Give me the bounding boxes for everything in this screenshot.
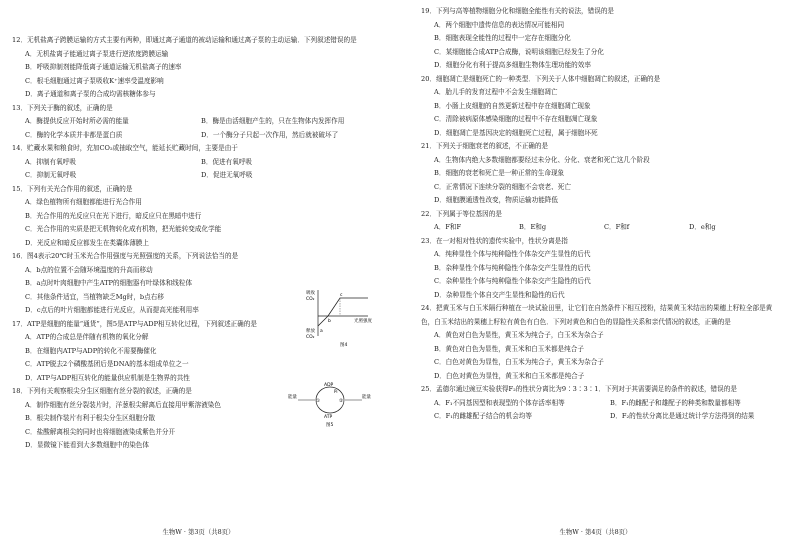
page-footer: 生物W · 第3页（共8页） — [162, 528, 235, 536]
option-c: C．根毛细胞通过离子泵吸收K⁺速率受温度影响 — [25, 76, 164, 85]
question-stem: 19．下列与高等植物细胞分化和细胞全能性有关的说法，错误的是 — [421, 7, 615, 15]
option-a: A．ATP的合成总是伴随有机物的氧化分解 — [25, 333, 149, 341]
option-d: D．e和g — [689, 223, 716, 231]
energy-right-label: 能量 — [362, 395, 371, 400]
option-d: D．白色对黄色为显性，黄玉米和白玉米都是纯合子 — [434, 371, 585, 380]
question-stem: 18．下列有关观察根尖分生区细胞有丝分裂的叙述，正确的是 — [12, 387, 192, 395]
option-row — [421, 410, 774, 424]
figure-4-caption: 图4 — [340, 343, 348, 348]
option-a: A．抑制有氧呼吸 — [25, 157, 76, 166]
question-stem: 12．无机盐离子跨膜运输的方式主要有两种，即通过离子通道的被动运输和通过离子泵的主动运输．下列叙述错误的是 — [12, 36, 357, 44]
point-c-label: c — [340, 293, 343, 298]
question-stem: 15．下列有关光合作用的叙述，正确的是 — [12, 184, 133, 193]
option-c: C．F₁的雌雄配子结合的机会均等 — [434, 412, 532, 420]
enzyme-2-label: ② — [339, 399, 344, 404]
co2-label-bottom: CO₂ — [306, 335, 315, 340]
adp-label: ADP — [324, 383, 334, 388]
option-b: B．在细胞内ATP与ADP的转化不需要酶催化 — [25, 346, 157, 355]
figure-5 — [288, 378, 374, 428]
page-footer: 生物W · 第4页（共8页） — [559, 528, 632, 536]
option-d: D．细胞膜通透性改变，物质运输功能降低 — [434, 196, 558, 204]
question-stem: 13．下列关于酶的叙述，正确的是 — [12, 103, 113, 112]
question-15 — [12, 183, 389, 251]
question-stem: 17．ATP是细胞的能量“通货”，图5是ATP与ADP相互转化过程，下列叙述正确的是 — [12, 319, 257, 328]
question-stem: 25．孟德尔通过豌豆实验获得F₂的性状分离比为9∶3∶3∶1．下列对于其需要满足的条件的叙述，错误的是 — [421, 385, 737, 393]
option-d: D．ATP与ADP相互转化的能量供应机制是生物界的共性 — [25, 373, 190, 382]
question-22 — [421, 208, 774, 235]
option-b: B．E和g — [519, 223, 547, 231]
question-stem: 14．贮藏水果和粮食时，充加CO₂或抽取空气，能延长贮藏时间，主要是由于 — [12, 144, 238, 152]
atp-label: ATP — [324, 415, 333, 420]
question-stem: 22．下列属于等位基因的是 — [421, 209, 502, 218]
option-row — [12, 169, 389, 183]
option-d: D．c点后的叶片细胞都能进行光反应，从而提高光能利用率 — [25, 306, 199, 314]
question-19 — [421, 5, 774, 73]
option-b: B．黄色对白色为显性，黄玉米和白玉米都是纯合子 — [434, 344, 584, 353]
question-20 — [421, 73, 774, 141]
figure-5-diagram — [288, 378, 374, 428]
option-a: A．纯种显性个体与纯种隐性个体杂交产生显性的后代 — [434, 250, 591, 258]
option-d: D．F₂的性状分离比是通过统计学方法得到的结果 — [610, 412, 755, 420]
option-b: B．a点时叶肉细胞中产生ATP的细胞器有叶绿体和线粒体 — [25, 279, 193, 287]
option-b: B．F₁的雌配子和雄配子的种类和数量都相等 — [610, 398, 741, 407]
figure-4 — [306, 286, 386, 348]
co2-label-top: CO₂ — [306, 297, 315, 302]
option-a: A．生物体内绝大多数细胞都要经过未分化、分化、衰老和死亡这几个阶段 — [434, 155, 650, 164]
option-b: B．酶是由活细胞产生的，只在生物体内发挥作用 — [201, 117, 345, 125]
option-c: C．光合作用的实质是把无机物转化成有机物，把光能转变成化学能 — [25, 225, 222, 233]
option-c: C．清除被病原体感染细胞的过程中不存在细胞凋亡现象 — [434, 115, 598, 123]
question-23 — [421, 235, 774, 303]
option-d: D．光反应和暗反应都发生在类囊体薄膜上 — [25, 238, 149, 247]
option-b: B．光合作用的光反应只在光下进行，暗反应只在黑暗中进行 — [25, 211, 202, 220]
question-stem: 16．图4表示20℃时玉米光合作用强度与光照强度的关系，下列说法恰当的是 — [12, 252, 239, 260]
option-a: A．黄色对白色为显性，黄玉米为纯合子，白玉米为杂合子 — [434, 331, 604, 339]
option-row — [421, 397, 774, 411]
question-21 — [421, 140, 774, 208]
option-row — [12, 129, 389, 143]
option-c: C．酶的化学本质并非都是蛋白质 — [25, 130, 123, 139]
option-c: C．白色对黄色为显性，白玉米为纯合子，黄玉米为杂合子 — [434, 358, 604, 366]
option-row — [12, 115, 389, 129]
option-d: D．细胞凋亡是基因决定的细胞死亡过程，属于细胞坏死 — [434, 128, 598, 137]
option-a: A．两个细胞中遗传信息的表达情况可能相同 — [434, 20, 565, 29]
option-d: D．显微镜下能看到大多数细胞中的染色体 — [25, 441, 149, 449]
option-a: A．胎儿手的发育过程中不会发生细胞凋亡 — [434, 88, 558, 96]
question-25 — [421, 383, 774, 424]
option-d: D．一个酶分子只起一次作用，然后就被破坏了 — [201, 130, 339, 139]
option-a: A．绿色植物所有细胞都能进行光合作用 — [25, 198, 142, 206]
option-b: B．小肠上皮细胞的自然更新过程中存在细胞凋亡现象 — [434, 101, 591, 110]
pi-label: Pi — [334, 389, 338, 394]
right-column — [421, 5, 774, 424]
figure-5-caption: 图5 — [326, 423, 334, 428]
y-label-top: 吸收 — [306, 291, 315, 296]
option-c: C．其他条件适宜，当植物缺乏Mg时，b点右移 — [25, 292, 164, 301]
option-c: C．杂种显性个体与纯种隐性个体杂交产生隐性的后代 — [434, 277, 591, 285]
point-b-label: b — [328, 319, 331, 324]
enzyme-1-label: ① — [316, 399, 321, 404]
question-stem: 21．下列关于细胞衰老的叙述，不正确的是 — [421, 142, 549, 150]
question-12 — [12, 34, 389, 102]
option-a: A．无机盐离子能通过离子泵进行逆浓度跨膜运输 — [25, 49, 169, 58]
option-b: B．根尖制作装片有利于根尖分生区细胞分散 — [25, 414, 156, 422]
question-stem: 23．在一对相对性状的遗传实验中，性状分离是指 — [421, 236, 568, 245]
option-row — [421, 221, 774, 235]
question-13 — [12, 102, 389, 143]
option-row — [12, 156, 389, 170]
option-d: D．细胞分化有利于提高多细胞生物体生理功能的效率 — [434, 61, 591, 69]
point-a-label: a — [320, 329, 323, 334]
option-d: D．杂种显性个体自交产生显性和隐性的后代 — [434, 290, 565, 299]
option-d: D．离子通道和离子泵的合成均需核糖体参与 — [25, 90, 156, 98]
figure-4-graph — [306, 286, 386, 348]
option-c: C．ATP脱去2个磷酸基团后是DNA的基本组成单位之一 — [25, 360, 189, 368]
option-b: B．杂种显性个体与纯种隐性个体杂交产生显性的后代 — [434, 263, 591, 272]
question-14 — [12, 142, 389, 183]
question-stem: 24．把黄玉米与白玉米隔行种植在一块试验田里，让它们在自然条件下相互授粉，结果黄玉米结出的果穗上籽粒全部是黄色，白玉米结出的果穗上籽粒有黄色有白色．下列对黄色和白色的显隐性关系和亲代情况的叙述，正确的是 — [421, 304, 773, 326]
option-b: B．促进有氧呼吸 — [201, 157, 253, 166]
question-stem: 20．细胞凋亡是细胞死亡的一种类型．下列关于人体中细胞凋亡的叙述，正确的是 — [421, 74, 661, 83]
y-label-bottom: 释放 — [306, 329, 315, 334]
option-c: C．某细胞能合成ATP合成酶，说明该细胞已经发生了分化 — [434, 47, 604, 56]
option-a: A．制作细胞有丝分裂装片时，洋葱根尖解离后直接用甲紫溶液染色 — [25, 400, 221, 409]
option-b: B．细胞的衰老和死亡是一种正常的生命现象 — [434, 169, 565, 177]
option-c: C．抑制无氧呼吸 — [25, 171, 77, 179]
x-axis-label: 光照强度 — [354, 319, 372, 324]
option-a: A．酶提供反应开始时所必需的能量 — [25, 117, 129, 125]
option-a: A．F和F — [434, 223, 462, 231]
option-b: B．细胞表现全能性的过程中一定存在细胞分化 — [434, 34, 571, 42]
option-a: A．F₁不同基因型和表现型的个体存活率相等 — [434, 398, 565, 407]
option-a: A．b点的位置不会随环境温度的升高而移动 — [25, 265, 153, 274]
option-b: B．呼吸抑制剂能降低离子通道运输无机盐离子的速率 — [25, 63, 182, 71]
question-24 — [421, 302, 774, 383]
option-c: C．F和f — [604, 223, 630, 231]
option-d: D．促进无氧呼吸 — [201, 171, 253, 179]
option-c: C．正常情况下连续分裂的细胞不会衰老、死亡 — [434, 182, 571, 191]
energy-left-label: 能量 — [288, 395, 297, 400]
option-c: C．盐酸解离根尖的同时也将细胞液染成紫色并分开 — [25, 427, 176, 436]
right-page — [397, 0, 794, 544]
